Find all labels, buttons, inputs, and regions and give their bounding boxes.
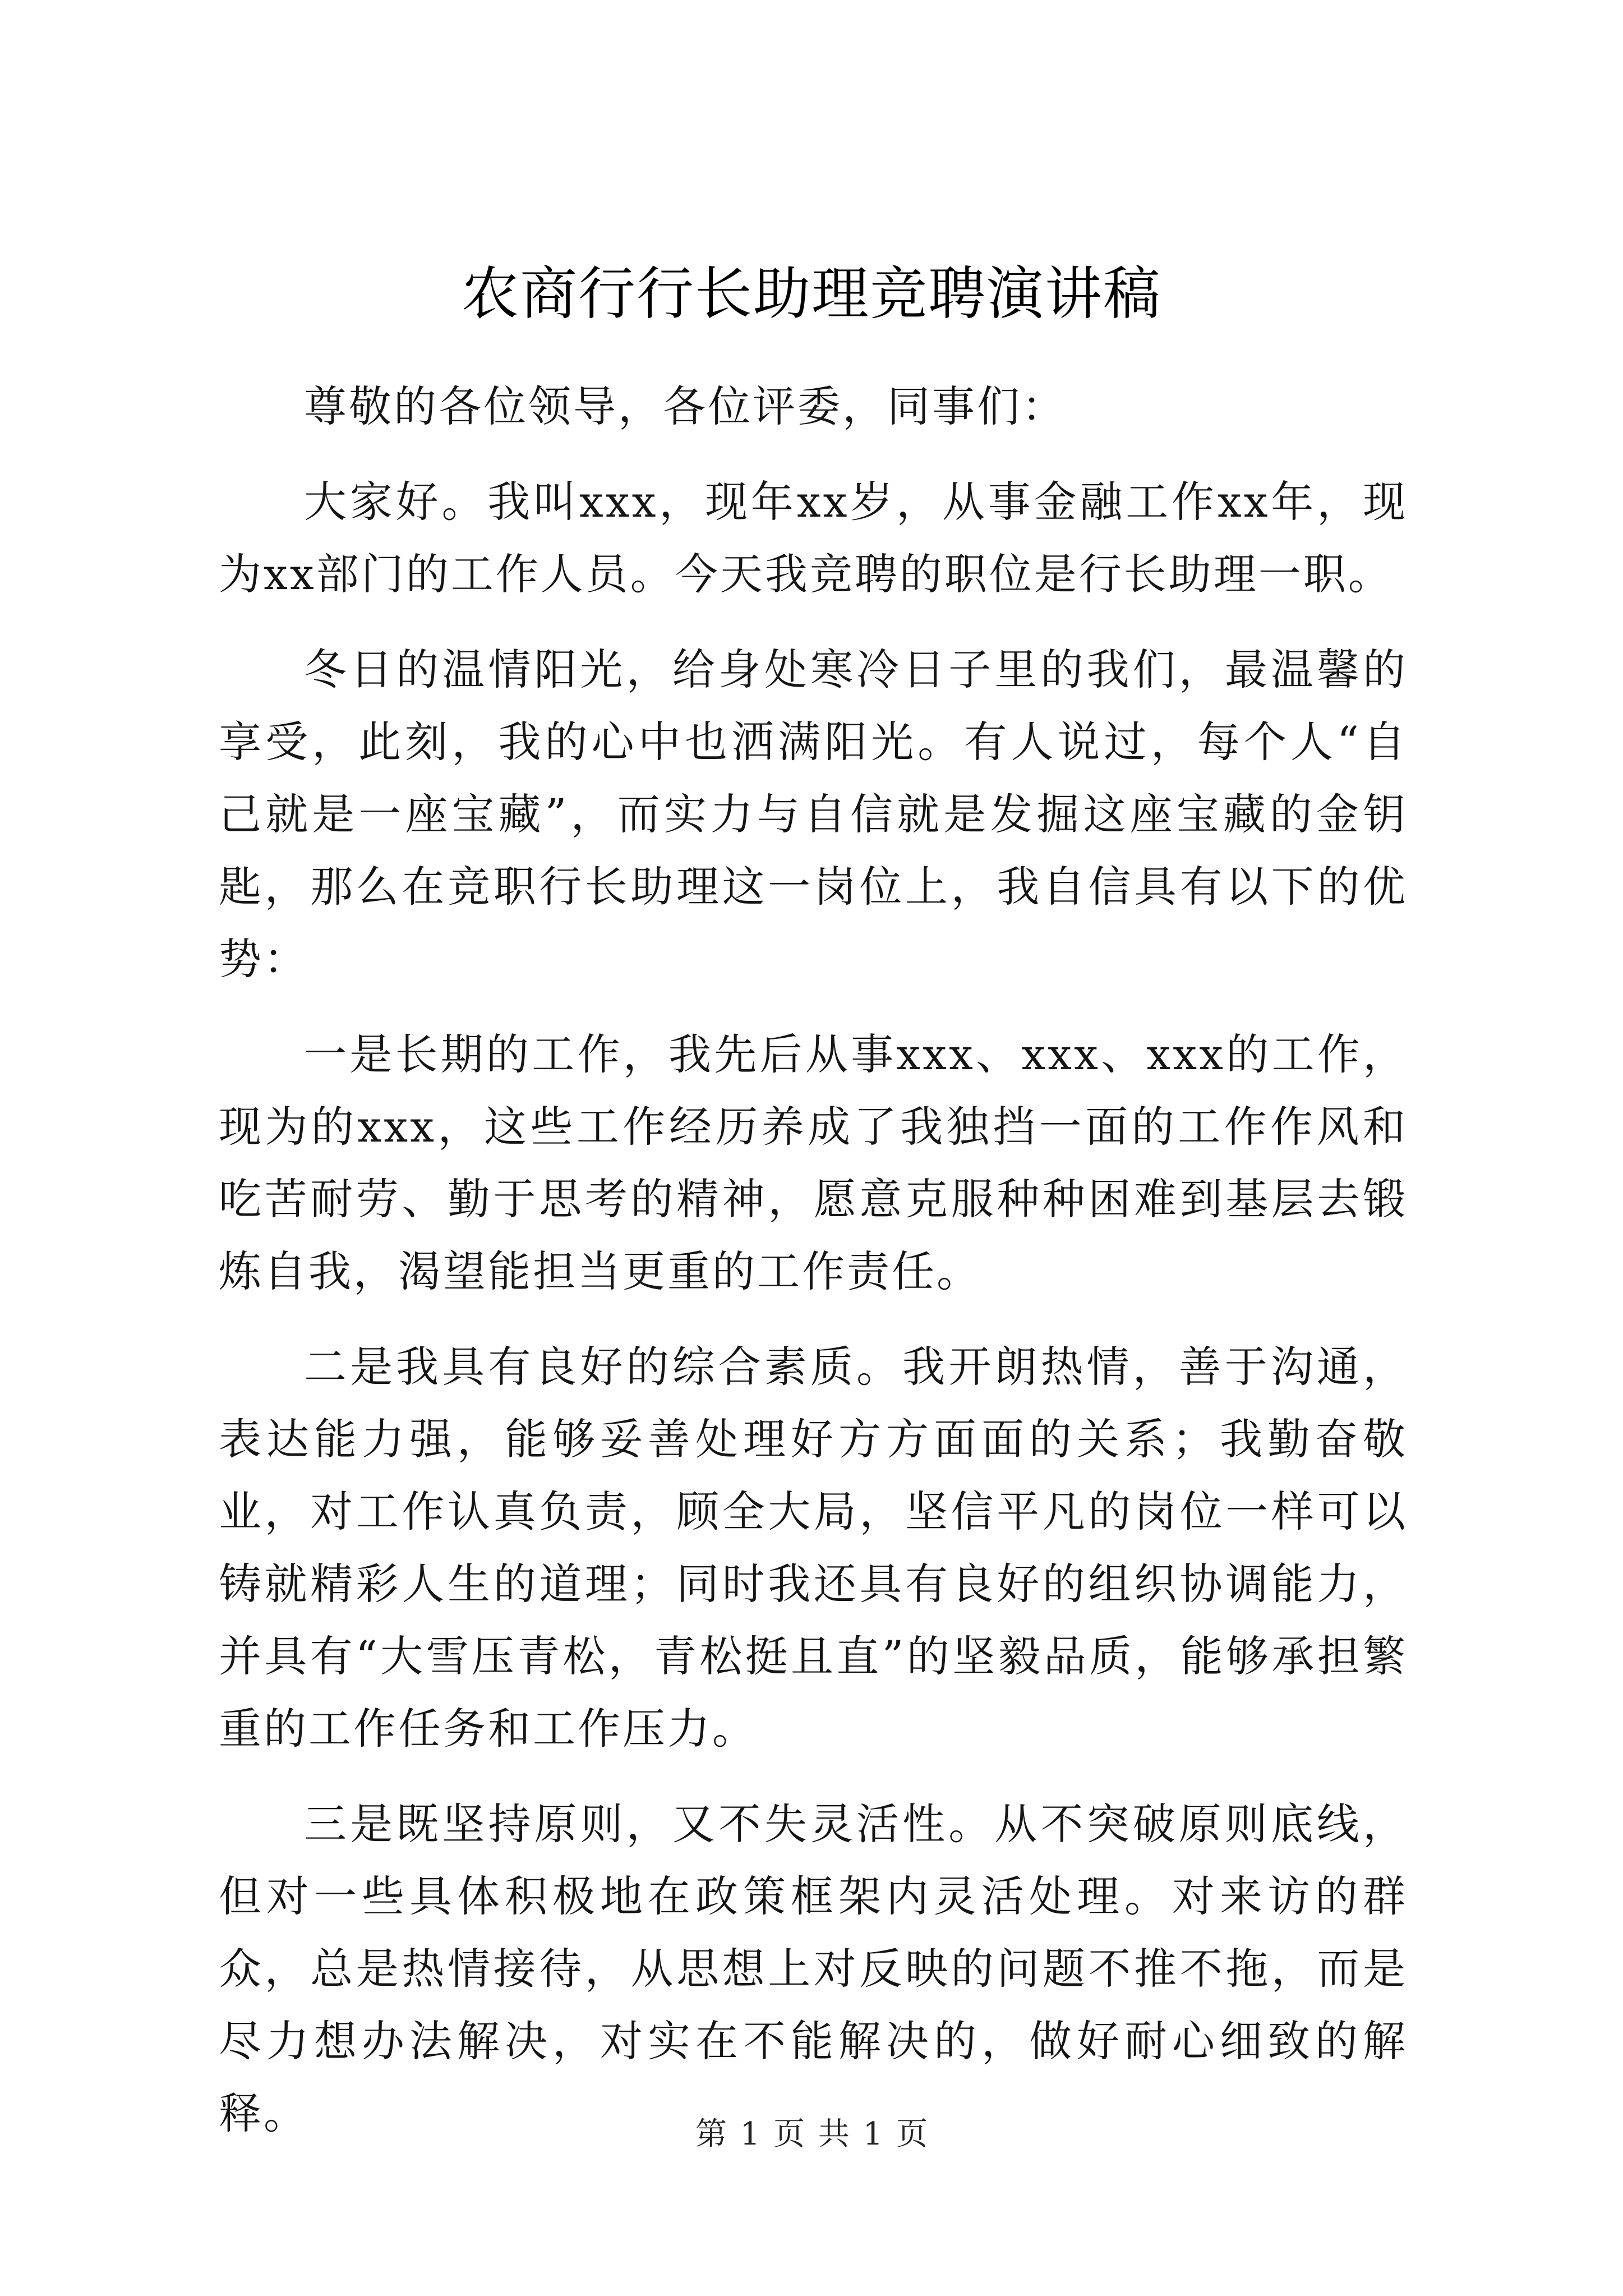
paragraph-preface: 冬日的温情阳光，给身处寒冷日子里的我们，最温馨的享受，此刻，我的心中也洒满阳光。有人说过，每个人“自己就是一座宝藏”，而实力与自信就是发掘这座宝藏的金钥匙，那么在竞职行长助理这一岗位上，我自信具有以下的优势： [219, 645, 1408, 984]
paragraph-point-one: 一是长期的工作，我先后从事xxx、xxx、xxx的工作，现为的xxx，这些工作经历养成了我独挡一面的工作作风和吃苦耐劳、勤于思考的精神，愿意克服种种困难到基层去锻炼自我，渴望能担当更重的工作责任。 [219, 1029, 1408, 1296]
paragraph-introduction: 大家好。我叫xxx，现年xx岁，从事金融工作xx年，现为xx部门的工作人员。今天我竞聘的职位是行长助理一职。 [219, 477, 1408, 599]
document-body [219, 370, 1408, 2173]
paragraph-point-two: 二是我具有良好的综合素质。我开朗热情，善于沟通，表达能力强，能够妥善处理好方方面面的关系；我勤奋敬业，对工作认真负责，顾全大局，坚信平凡的岗位一样可以铸就精彩人生的道理；同时我还具有良好的组织协调能力，并具有“大雪压青松，青松挺且直”的坚毅品质，能够承担繁重的工作任务和工作压力。 [219, 1342, 1408, 1754]
paragraph-point-three: 三是既坚持原则，又不失灵活性。从不突破原则底线，但对一些具体积极地在政策框架内灵活处理。对来访的群众，总是热情接待，从思想上对反映的问题不推不拖，而是尽力想办法解决，对实在不能解决的，做好耐心细致的解释。 [219, 1799, 1408, 2138]
document-title: 农商行行长助理竞聘演讲稿 [462, 261, 1161, 328]
paragraph-salutation: 尊敬的各位领导，各位评委，同事们： [304, 381, 1067, 431]
page-footer: 第 1 页 共 1 页 [695, 2116, 928, 2152]
